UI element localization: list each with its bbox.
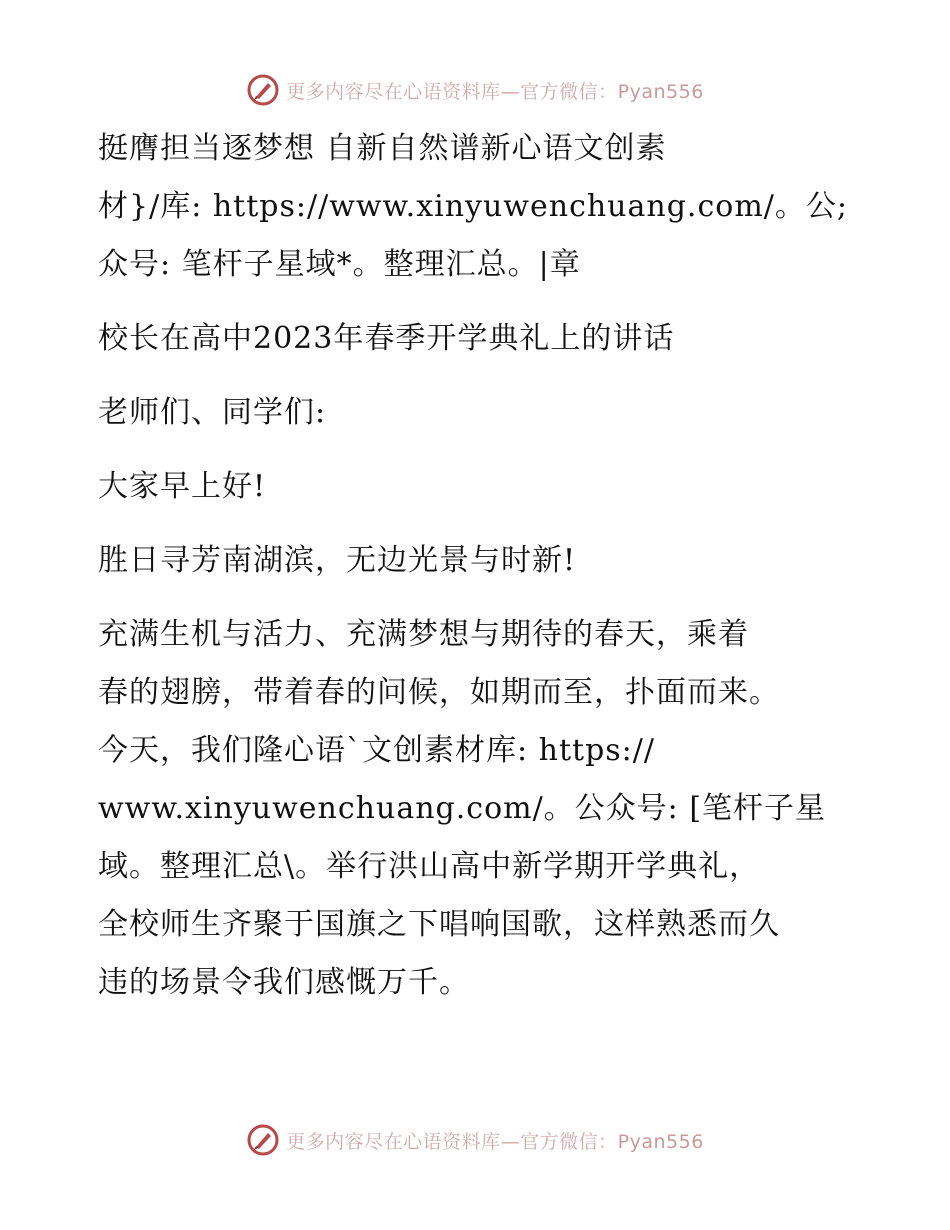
watermark-label: 更多内容尽在心语资料库—官方微信：	[286, 1130, 618, 1153]
text-line: 胜日寻芳南湖滨，无边光景与时新!	[98, 543, 577, 578]
watermark-handle: Pyan556	[617, 80, 704, 103]
text-line: 全校师生齐聚于国旗之下唱响国歌，这样熟悉而久	[98, 907, 780, 942]
text-line: 材}/库: https://www.xinyuwenchuang.com/。公;	[98, 189, 848, 224]
watermark-text	[286, 1127, 704, 1154]
intro-paragraph	[98, 120, 858, 294]
quill-seal-icon	[246, 73, 280, 107]
text-line: 大家早上好!	[98, 469, 267, 504]
text-line: 众号: 笔杆子星域*。整理汇总。|章	[98, 247, 581, 282]
greeting	[98, 458, 858, 516]
text-line: 挺膺担当逐梦想 自新自然谱新心语文创素	[98, 131, 667, 166]
header-watermark	[0, 70, 950, 110]
quill-seal-icon	[246, 1123, 280, 1157]
text-line: 充满生机与活力、充满梦想与期待的春天，乘着	[98, 617, 749, 652]
text-line: 今天，我们隆心语`文创素材库: https://	[98, 733, 655, 768]
body-paragraph	[98, 606, 858, 1012]
speech-title	[98, 310, 858, 368]
verse-line	[98, 532, 858, 590]
text-line: 老师们、同学们:	[98, 395, 327, 430]
watermark-text	[286, 77, 704, 104]
text-line: 违的场景令我们感慨万千。	[98, 965, 470, 1000]
text-line: 春的翅膀，带着春的问候，如期而至，扑面而来。	[98, 675, 780, 710]
text-line: www.xinyuwenchuang.com/。公众号: [笔杆子星	[98, 791, 827, 826]
text-line: 域。整理汇总\。举行洪山高中新学期开学典礼，	[98, 849, 761, 884]
document-body	[98, 120, 858, 1012]
watermark-handle: Pyan556	[617, 1130, 704, 1153]
watermark-label: 更多内容尽在心语资料库—官方微信：	[286, 80, 618, 103]
footer-watermark	[0, 1120, 950, 1160]
text-line: 校长在高中2023年春季开学典礼上的讲话	[98, 321, 675, 356]
salutation	[98, 384, 858, 442]
